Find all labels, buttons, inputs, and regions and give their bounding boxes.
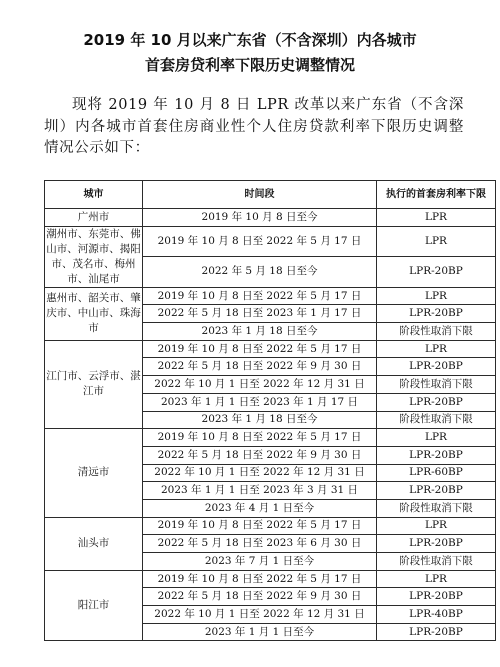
city-cell: 阳江市 [45,570,143,641]
rate-cell: LPR [377,226,496,257]
header-rate-floor: 执行的首套房利率下限 [377,181,496,209]
rate-cell: LPR [377,287,496,305]
period-cell: 2022 年 5 月 18 日至 2022 年 9 月 30 日 [143,358,377,376]
rate-cell: 阶段性取消下限 [377,411,496,429]
table-row [45,429,496,447]
rate-cell: LPR [377,570,496,588]
city-cell: 广州市 [45,209,143,227]
table-header-row [45,181,496,209]
rate-cell: 阶段性取消下限 [377,553,496,571]
period-cell: 2022 年 5 月 18 日至 2023 年 1 月 17 日 [143,305,377,323]
document-title-line-2: 首套房贷利率下限历史调整情况 [144,56,355,74]
table-row [45,226,496,257]
table-row [45,517,496,535]
table-body [45,209,496,641]
table-row [45,340,496,358]
period-cell: 2019 年 10 月 8 日至 2022 年 5 月 17 日 [143,429,377,447]
period-cell: 2023 年 4 月 1 日至今 [143,499,377,517]
period-cell: 2022 年 5 月 18 日至 2022 年 9 月 30 日 [143,588,377,606]
rate-cell: LPR [377,209,496,227]
period-cell: 2023 年 1 月 1 日至 2023 年 1 月 17 日 [143,393,377,411]
period-cell: 2019 年 10 月 8 日至 2022 年 5 月 17 日 [143,517,377,535]
rate-cell: LPR-20BP [377,446,496,464]
period-cell: 2022 年 5 月 18 日至今 [143,257,377,288]
period-cell: 2023 年 1 月 1 日至今 [143,623,377,641]
period-cell: 2022 年 10 月 1 日至 2022 年 12 月 31 日 [143,376,377,394]
table-row [45,209,496,227]
period-cell: 2022 年 10 月 1 日至 2022 年 12 月 31 日 [143,464,377,482]
rate-cell: LPR-20BP [377,358,496,376]
city-cell: 清远市 [45,429,143,517]
rate-cell: LPR-20BP [377,482,496,500]
table-row [45,570,496,588]
rate-cell: LPR-40BP [377,606,496,624]
rate-cell: LPR-20BP [377,535,496,553]
period-cell: 2019 年 10 月 8 日至 2022 年 5 月 17 日 [143,226,377,257]
rate-cell: LPR-20BP [377,257,496,288]
rate-cell: 阶段性取消下限 [377,323,496,341]
header-city: 城市 [45,181,143,209]
rate-cell: LPR-20BP [377,588,496,606]
period-cell: 2022 年 10 月 1 日至 2022 年 12 月 31 日 [143,606,377,624]
period-cell: 2023 年 7 月 1 日至今 [143,553,377,571]
rate-cell: LPR [377,517,496,535]
rate-cell: LPR-20BP [377,305,496,323]
city-cell: 惠州市、韶关市、肇庆市、中山市、珠海市 [45,287,143,340]
rate-cell: LPR [377,429,496,447]
period-cell: 2023 年 1 月 18 日至今 [143,323,377,341]
city-cell: 潮州市、东莞市、佛山市、河源市、揭阳市、茂名市、梅州市、汕尾市 [45,226,143,287]
rate-history-table [44,180,496,641]
intro-paragraph: 现将 2019 年 10 月 8 日 LPR 改革以来广东省（不含深圳）内各城市首套住房商业性个人住房贷款利率下限历史调整情况公示如下： [44,97,464,156]
table-row [45,287,496,305]
period-cell: 2022 年 5 月 18 日至 2023 年 6 月 30 日 [143,535,377,553]
document-title-line-1: 2019 年 10 月以来广东省（不含深圳）内各城市 [83,31,417,49]
period-cell: 2019 年 10 月 8 日至今 [143,209,377,227]
rate-cell: LPR-60BP [377,464,496,482]
period-cell: 2019 年 10 月 8 日至 2022 年 5 月 17 日 [143,340,377,358]
period-cell: 2019 年 10 月 8 日至 2022 年 5 月 17 日 [143,287,377,305]
period-cell: 2023 年 1 月 18 日至今 [143,411,377,429]
rate-cell: 阶段性取消下限 [377,499,496,517]
rate-cell: LPR-20BP [377,393,496,411]
city-cell: 汕头市 [45,517,143,570]
header-period: 时间段 [143,181,377,209]
period-cell: 2023 年 1 月 1 日至 2023 年 3 月 31 日 [143,482,377,500]
city-cell: 江门市、云浮市、湛江市 [45,340,143,428]
period-cell: 2022 年 5 月 18 日至 2022 年 9 月 30 日 [143,446,377,464]
rate-cell: LPR-20BP [377,623,496,641]
rate-cell: LPR [377,340,496,358]
rate-cell: 阶段性取消下限 [377,376,496,394]
period-cell: 2019 年 10 月 8 日至 2022 年 5 月 17 日 [143,570,377,588]
